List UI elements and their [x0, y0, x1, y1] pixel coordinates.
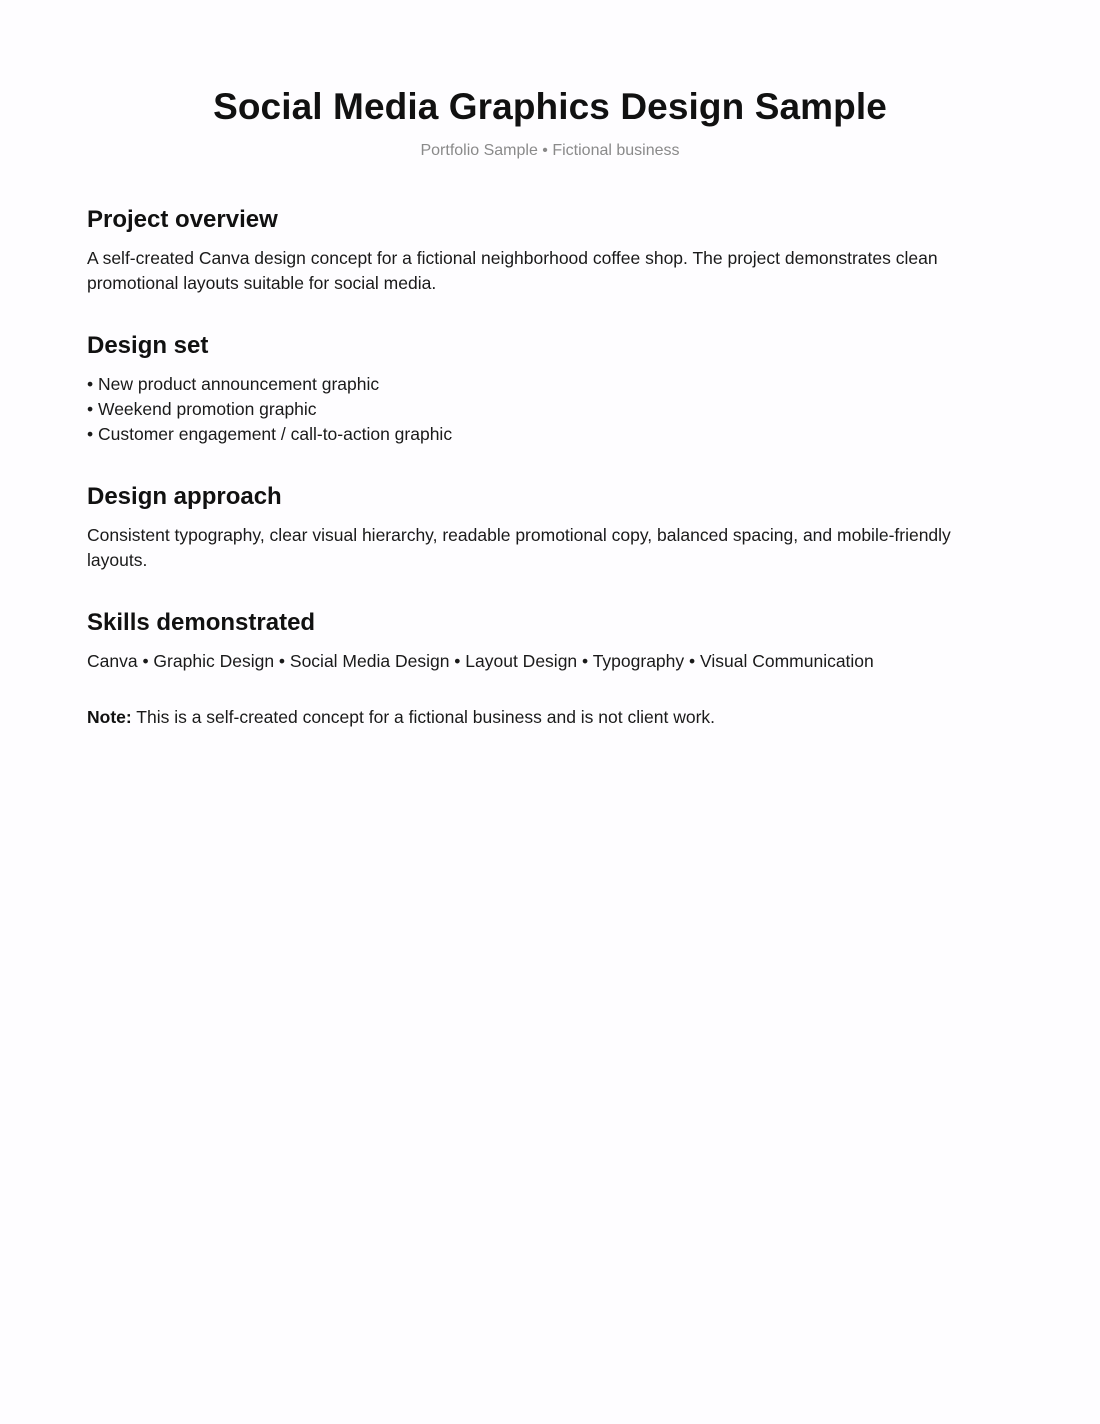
section-heading: Skills demonstrated: [87, 609, 316, 636]
section-body: Canva • Graphic Design • Social Media Design • Layout Design • Typography • Visual Communication: [87, 651, 874, 671]
section-skills-demonstrated: [87, 609, 1013, 674]
note: [87, 705, 715, 730]
section-heading: Design set: [87, 332, 209, 359]
section-design-approach: [87, 483, 1013, 573]
page-subtitle: Portfolio Sample • Fictional business: [420, 142, 680, 159]
section-heading: Design approach: [87, 483, 282, 510]
document-page: [87, 0, 1013, 727]
note-text: This is a self-created concept for a fictional business and is not client work.: [136, 707, 716, 727]
design-set-list: [87, 372, 1013, 447]
page-title: Social Media Graphics Design Sample: [213, 86, 887, 127]
note-label: Note:: [87, 707, 132, 727]
section-body: Consistent typography, clear visual hierarchy, readable promotional copy, balanced spacing, and mobile-friendly layouts.: [87, 525, 951, 570]
list-item: • Weekend promotion graphic: [87, 397, 1013, 422]
section-heading: Project overview: [87, 206, 278, 233]
list-item: • New product announcement graphic: [87, 372, 1013, 397]
section-body: A self-created Canva design concept for a fictional neighborhood coffee shop. The project demonstrates clean promotional layouts suitable for social media.: [87, 248, 938, 293]
list-item: • Customer engagement / call-to-action graphic: [87, 422, 1013, 447]
section-project-overview: [87, 206, 1013, 296]
section-design-set: [87, 332, 1013, 447]
